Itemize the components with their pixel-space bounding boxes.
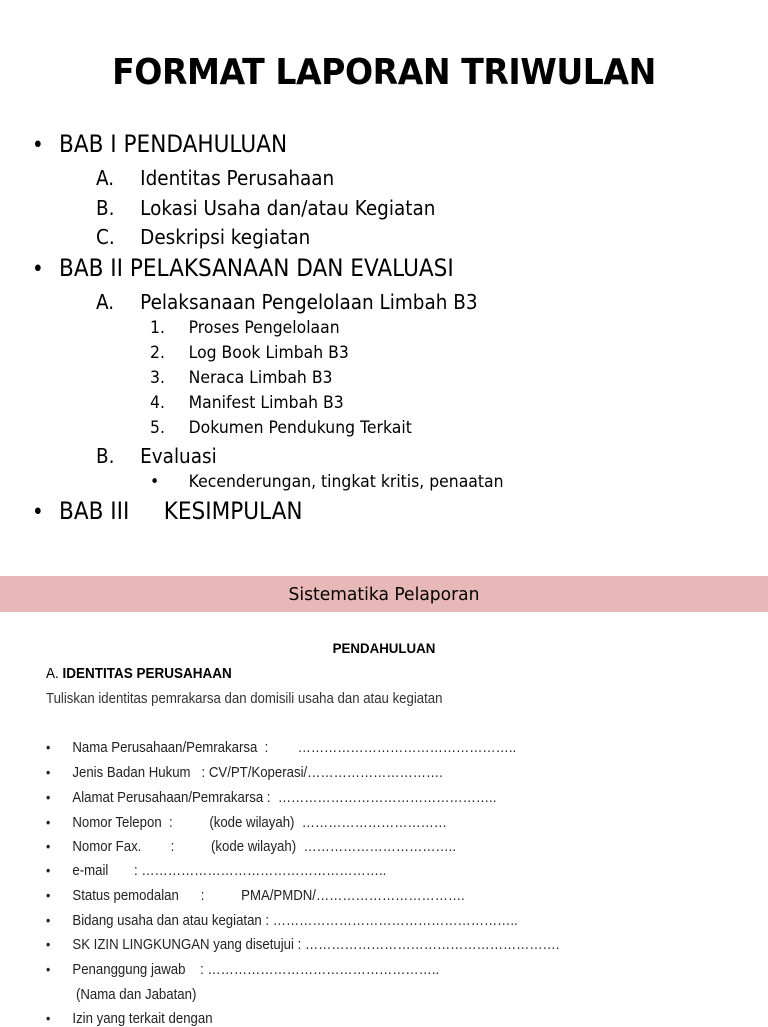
bab-3-label: BAB III KESIMPULAN: [59, 497, 303, 525]
form-line-text: Bidang usaha dan atau kegiatan : ………………………………………………..: [72, 912, 518, 929]
list-text: Proses Pengelolaan: [188, 318, 340, 338]
form-line: [46, 961, 439, 978]
list-marker: A.: [96, 166, 115, 190]
sub-list-item: [150, 472, 503, 492]
bullet-icon: •: [46, 838, 51, 854]
form-line-text: Penanggung jawab : ……………………………………………..: [72, 961, 440, 978]
document-heading: PENDAHULUAN: [332, 640, 436, 656]
bullet-icon: •: [46, 1010, 51, 1026]
list-item: [96, 196, 435, 220]
bab-3-heading: [32, 497, 303, 525]
bullet-icon: •: [46, 887, 51, 903]
list-item: [96, 166, 334, 190]
bullet-icon: •: [46, 789, 51, 805]
slide-title: FORMAT LAPORAN TRIWULAN: [112, 52, 656, 93]
form-line: [46, 789, 496, 806]
list-marker: A.: [96, 290, 115, 314]
list-marker: 2.: [150, 343, 165, 363]
form-line-text: Nomor Fax. : (kode wilayah) ……………………………..: [72, 838, 457, 855]
list-item: [96, 444, 217, 468]
bullet-icon: •: [46, 961, 51, 977]
form-line-text: Izin yang terkait dengan: [72, 1010, 213, 1027]
list-text: Deskripsi kegiatan: [140, 225, 311, 249]
list-text: Kecenderungan, tingkat kritis, penaatan: [188, 472, 504, 492]
bullet-icon: •: [32, 257, 44, 282]
form-line-text: e-mail : ………………………………………………..: [72, 862, 387, 879]
bullet-icon: •: [46, 912, 51, 928]
sub-list-item: [150, 368, 333, 388]
form-line: [46, 887, 465, 904]
sub-list-item: [150, 393, 344, 413]
sub-list-item: [150, 418, 412, 438]
bullet-icon: •: [46, 936, 51, 952]
form-line-text: Jenis Badan Hukum : CV/PT/Koperasi/………………………….: [72, 764, 443, 781]
section-title: IDENTITAS PERUSAHAAN: [62, 665, 232, 682]
form-line-text: Nama Perusahaan/Pemrakarsa : …………………………………………..: [72, 739, 517, 756]
form-line: [46, 739, 516, 756]
list-marker: 1.: [150, 318, 165, 338]
form-note: (Nama dan Jabatan): [76, 986, 197, 1003]
form-line: [46, 838, 456, 855]
list-item: [96, 225, 310, 249]
bullet-icon: •: [150, 472, 160, 492]
list-text: Lokasi Usaha dan/atau Kegiatan: [140, 196, 436, 220]
bullet-icon: •: [32, 500, 44, 525]
list-marker: 4.: [150, 393, 165, 413]
list-text: Manifest Limbah B3: [188, 393, 344, 413]
form-line: [46, 912, 518, 929]
bullet-icon: •: [46, 862, 51, 878]
bab-1-label: BAB I PENDAHULUAN: [59, 130, 288, 158]
form-line-text: SK IZIN LINGKUNGAN yang disetujui : ………………………………………………….: [72, 936, 560, 953]
list-marker: B.: [96, 444, 115, 468]
bab-1-heading: [32, 130, 287, 158]
list-text: Dokumen Pendukung Terkait: [188, 418, 412, 438]
bullet-icon: •: [46, 814, 51, 830]
document-description: Tuliskan identitas pemrakarsa dan domisili usaha dan atau kegiatan: [46, 690, 443, 707]
list-text: Evaluasi: [140, 444, 217, 468]
form-line-text: Alamat Perusahaan/Pemrakarsa : …………………………………………..: [72, 789, 497, 806]
bullet-icon: •: [46, 764, 51, 780]
list-marker: C.: [96, 225, 115, 249]
bullet-icon: •: [46, 739, 51, 755]
list-text: Identitas Perusahaan: [140, 166, 335, 190]
list-item: [96, 290, 478, 314]
list-marker: 3.: [150, 368, 165, 388]
list-text: Pelaksanaan Pengelolaan Limbah B3: [140, 290, 478, 314]
band-title: Sistematika Pelaporan: [288, 584, 480, 605]
form-line: [46, 936, 559, 953]
bullet-icon: •: [32, 133, 44, 158]
form-line-text: Nomor Telepon : (kode wilayah) ……………………………: [72, 814, 447, 831]
list-text: Log Book Limbah B3: [188, 343, 349, 363]
form-line-text: Status pemodalan : PMA/PMDN/…………………………….: [72, 887, 465, 904]
list-marker: B.: [96, 196, 115, 220]
sub-list-item: [150, 343, 349, 363]
document-section: [46, 665, 232, 682]
form-line: [46, 814, 447, 831]
sub-list-item: [150, 318, 340, 338]
form-line: [46, 862, 386, 879]
bab-2-label: BAB II PELAKSANAAN DAN EVALUASI: [59, 254, 454, 282]
list-marker: 5.: [150, 418, 165, 438]
form-line: [46, 764, 443, 781]
section-marker: A.: [46, 665, 59, 682]
bab-2-heading: [32, 254, 454, 282]
form-line: [46, 1010, 213, 1027]
list-text: Neraca Limbah B3: [188, 368, 333, 388]
